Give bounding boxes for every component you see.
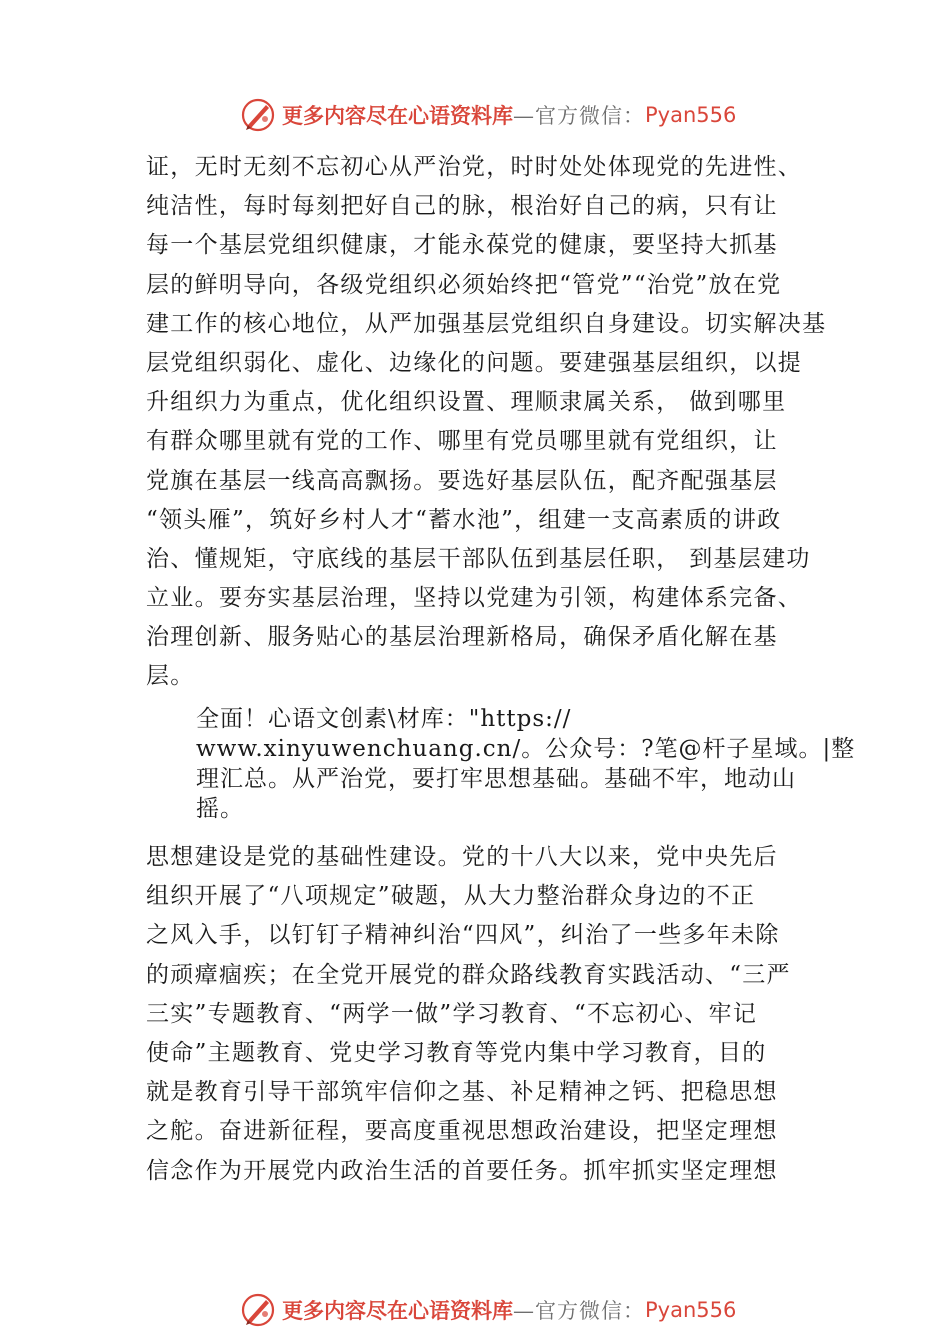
header-wechat-id: Pyan556 [645,103,737,127]
text-line: 就是教育引导干部筑牢信仰之基、补足精神之钙、把稳思想 [146,1079,778,1106]
text-line: 立业。要夯实基层治理，坚持以党建为引领，构建体系完备、 [146,585,803,612]
text-line: 的顽瘴痼疾；在全党开展党的群众路线教育实践活动、“三严 [146,961,791,988]
header-wechat-label: —官方微信： [513,104,645,128]
text-line: 层。 [146,663,195,690]
body-paragraph-2 [196,704,856,824]
text-line: 每一个基层党组织健康，才能永葆党的健康，要坚持大抓基 [146,232,778,259]
text-line: 有群众哪里就有党的工作、哪里有党员哪里就有党组织，让 [146,428,778,455]
text-line: 纯洁性，每时每刻把好自己的脉，根治好自己的病，只有让 [146,193,778,220]
text-line: 建工作的核心地位，从严加强基层党组织自身建设。切实解决基 [146,310,827,337]
text-line: 信念作为开展党内政治生活的首要任务。抓牢抓实坚定理想 [146,1157,778,1184]
text-line: 之舵。奋进新征程，要高度重视思想政治建设，把坚定理想 [146,1118,778,1145]
header-title: 更多内容尽在心语资料库 [282,103,513,128]
text-line: 升组织力为重点，优化组织设置、理顺隶属关系， 做到哪里 [146,389,787,416]
footer-banner [240,1290,736,1330]
text-line: 组织开展了“八项规定”破题，从大力整治群众身边的不正 [146,883,756,910]
text-line: 层党组织弱化、虚化、边缘化的问题。要建强基层组织，以提 [146,349,803,376]
footer-wechat-label: —官方微信： [513,1299,645,1323]
text-line: 之风入手，以钉钉子精神纠治“四风”，纠治了一些多年未除 [146,922,780,949]
text-line: 证，无时无刻不忘初心从严治党，时时处处体现党的先进性、 [146,154,803,180]
text-line: 党旗在基层一线高高飘扬。要选好基层队伍，配齐配强基层 [146,467,778,494]
text-line: www.xinyuwenchuang.cn/。公众号：?笔@杆子星域。|整 [196,736,856,762]
text-line: 理汇总。从严治党，要打牢思想基础。基础不牢，地动山 [196,766,796,792]
text-line: 治、懂规矩，守底线的基层干部队伍到基层任职， 到基层建功 [146,545,811,572]
header-banner [240,95,736,135]
text-line: 使命”主题教育、党史学习教育等党内集中学习教育，目的 [146,1039,767,1066]
text-line: “领头雁”，筑好乡村人才“蓄水池”，组建一支高素质的讲政 [146,506,782,533]
text-line: 治理创新、服务贴心的基层治理新格局，确保矛盾化解在基 [146,624,778,651]
footer-title: 更多内容尽在心语资料库 [282,1298,513,1323]
pen-logo-icon [240,1292,276,1328]
text-line: 层的鲜明导向，各级党组织必须始终把“管党”“治党”放在党 [146,271,782,298]
footer-wechat-id: Pyan556 [645,1298,737,1322]
text-line: 摇。 [196,796,244,822]
text-line: 三实”专题教育、“两学一做”学习教育、“不忘初心、牢记 [146,1000,758,1027]
pen-logo-icon [240,97,276,133]
body-paragraph-1 [146,148,826,697]
body-paragraph-3 [146,838,826,1191]
text-line: 全面！心语文创素\材库："https:// [196,706,572,732]
text-line: 思想建设是党的基础性建设。党的十八大以来，党中央先后 [146,844,778,870]
